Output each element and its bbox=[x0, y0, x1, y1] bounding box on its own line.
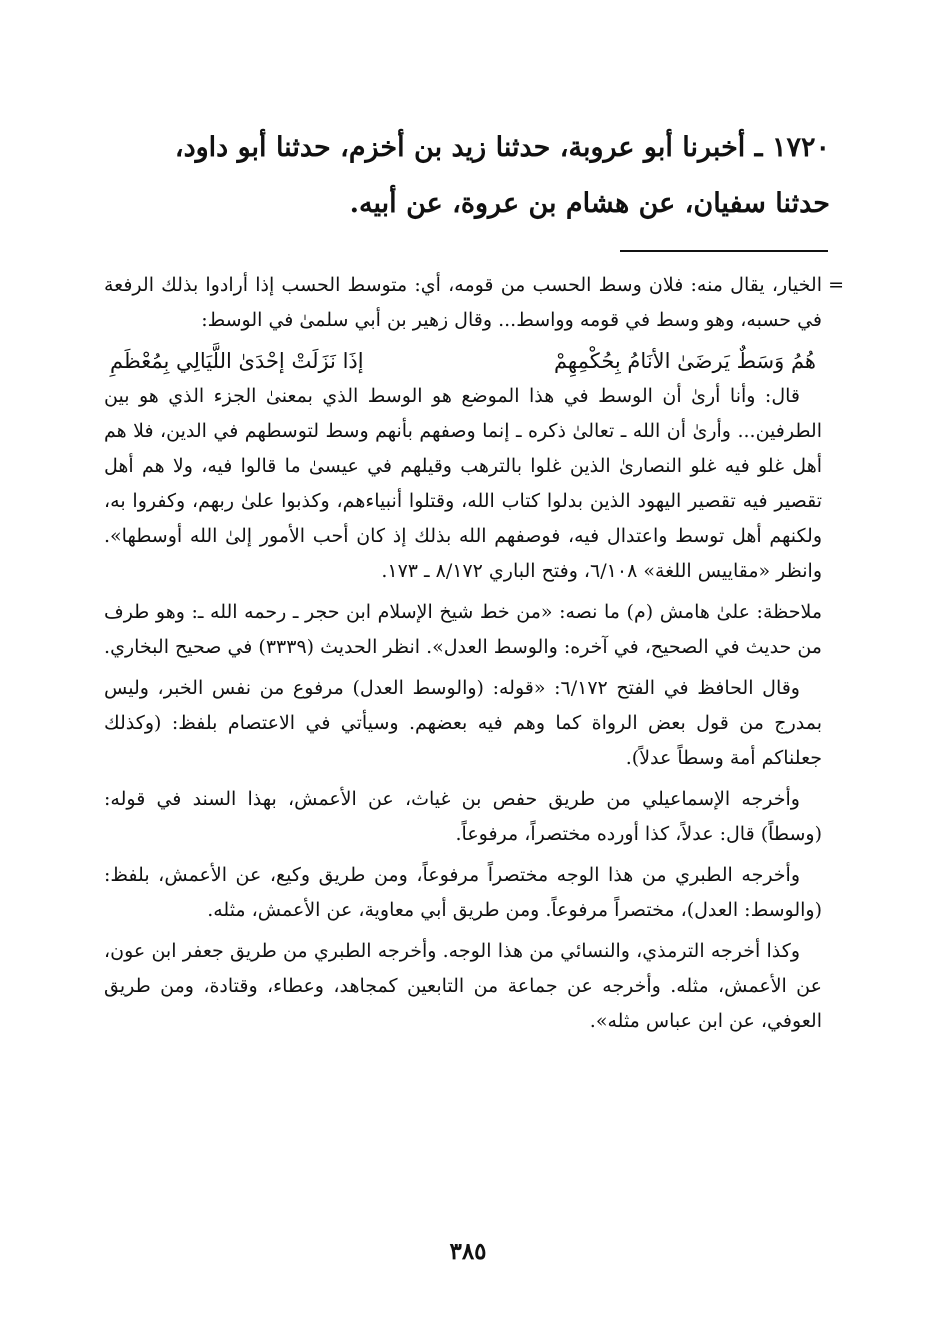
footnote-paragraph: وكذا أخرجه الترمذي، والنسائي من هذا الوجه. وأخرجه الطبري من طريق جعفر ابن عون، عن الأعمش، مثله. وأخرجه عن جماعة من التابعين كمجاهد، وعطاء، وقتادة، ومن طريق العوفي، عن ابن عباس مثله». bbox=[104, 940, 822, 1032]
hadith-line-2: حدثنا سفيان، عن هشام بن عروة، عن أبيه. bbox=[349, 188, 830, 219]
footnotes bbox=[104, 268, 844, 1045]
page-number: ٣٨٥ bbox=[449, 1238, 487, 1265]
footnote-paragraph: ملاحظة: علىٰ هامش (م) ما نصه: «من خط شيخ الإسلام ابن حجر ـ رحمه الله ـ: وهو طرف من حديث في الصحيح، في آخره: والوسط العدل». انظر الحديث (٣٣٣٩) في صحيح البخاري. bbox=[104, 601, 822, 658]
continuation-mark: = bbox=[828, 274, 844, 296]
footnote-paragraph bbox=[104, 268, 844, 338]
footnote-paragraph: وقال الحافظ في الفتح ٦/١٧٢: «قوله: (والوسط العدل) مرفوع من نفس الخبر، وليس بمدرج من قول بعض الرواة كما وهم فيه بعضهم. وسيأتي في الاعتصام بلفظ: (وكذلك جعلناكم أمة وسطاً عدلاً). bbox=[104, 677, 822, 769]
footnote-separator bbox=[620, 250, 828, 252]
verse-hemistich-1: هُمُ وَسَطٌ يَرضَىٰ الأنَامُ بِحُكْمِهِمْ bbox=[553, 349, 816, 373]
hadith-text bbox=[100, 120, 830, 232]
footnote-paragraph: وأخرجه الإسماعيلي من طريق حفص بن غياث، عن الأعمش، بهذا السند في قوله: (وسطاً) قال: عدلاً، كذا أورده مختصراً، مرفوعاً. bbox=[104, 788, 822, 845]
hadith-line-1: ١٧٢٠ ـ أخبرنا أبو عروبة، حدثنا زيد بن أخزم، حدثنا أبو داود، bbox=[174, 132, 830, 163]
verse-hemistich-2: إذَا نَزَلَتْ إحْدَىٰ اللَّيَالِي بِمُعْظَمِ bbox=[110, 349, 364, 373]
footnote-paragraph: وأخرجه الطبري من هذا الوجه مختصراً مرفوعاً، ومن طريق وكيع، عن الأعمش، بلفظ: (والوسط: العدل)، مختصراً مرفوعاً. ومن طريق أبي معاوية، عن الأعمش، مثله. bbox=[104, 864, 822, 921]
footnote-paragraph-text: الخيار، يقال منه: فلان وسط الحسب من قومه، أي: متوسط الحسب إذا أرادوا بذلك الرفعة في حسبه، وهو وسط في قومه وواسط... وقال زهير بن أبي سلمىٰ في الوسط: bbox=[104, 274, 822, 331]
poetry-verse bbox=[104, 344, 822, 379]
footnote-paragraph: قال: وأنا أرىٰ أن الوسط في هذا الموضع هو الوسط الذي بمعنىٰ الجزء الذي هو بين الطرفين... وأرىٰ أن الله ـ تعالىٰ ذكره ـ إنما وصفهم بأنهم وسط لتوسطهم في الدين، فلا هم أهل غلو فيه غلو النصارىٰ الذين غلوا بالترهب وقيلهم في عيسىٰ ما قالوا فيه، ولا هم أهل تقصير فيه تقصير اليهود الذين بدلوا كتاب الله، وقتلوا أنبياءهم، وكذبوا علىٰ ربهم، وكفروا به، ولكنهم أهل توسط واعتدال فيه، فوصفهم الله بذلك إذ كان أحب الأمور إلىٰ الله أوسطها». وانظر «مقاييس اللغة» ٦/١٠٨، وفتح الباري ٨/١٧٢ ـ ١٧٣. bbox=[104, 385, 822, 582]
